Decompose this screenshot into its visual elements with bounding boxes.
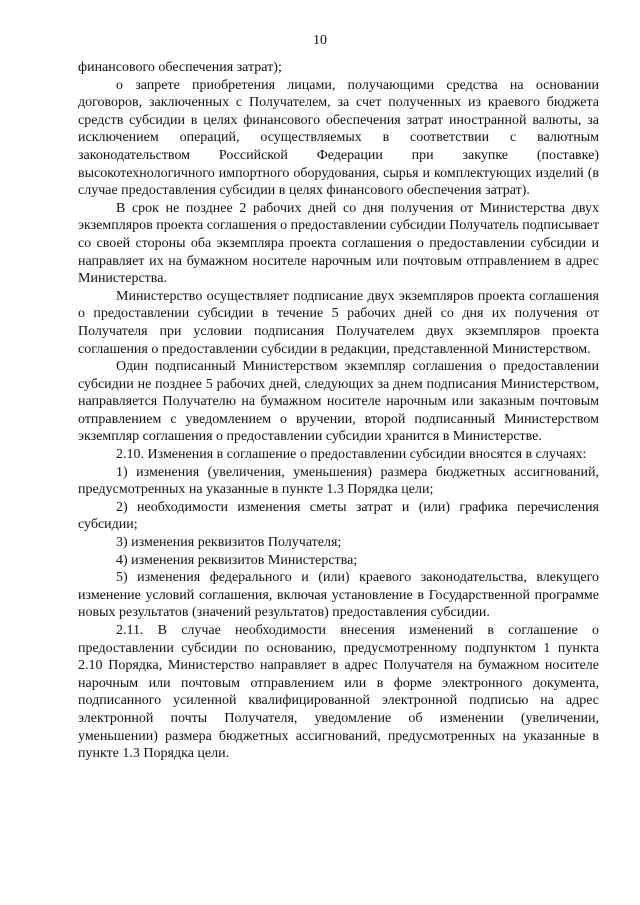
paragraph-section-2-10: 2.10. Изменения в соглашение о предоставлении субсидии вносятся в случаях: bbox=[116, 447, 587, 463]
paragraph-copy-delivery: Один подписанный Министерством экземпляр соглашения о предоставлении субсидии не позднее 5 рабочих дней, следующих за днем подписания Министерством, направляется Получателю на бумажном носителе нарочным или заказным почтовым отправлением с уведомлением о вручении, второй подписанный Министерством экземпляр соглашения о предоставлении субсидии хранится в Министерстве. bbox=[78, 359, 599, 445]
list-item-4: 4) изменения реквизитов Министерства; bbox=[116, 552, 358, 568]
page-number: 10 bbox=[313, 33, 327, 48]
paragraph-section-2-11: 2.11. В случае необходимости внесения изменений в соглашение о предоставлении субсидии по основанию, предусмотренному подпунктом 1 пункта 2.10 Порядка, Министерство направляет в адрес Получателя на бумажном носителе нарочным или почтовым отправлением или в форме электронного документа, подписанного усиленной квалифицированной электронной подписью на адрес электронной почты Получателя, уведомление об изменении (увеличении, уменьшении) размера бюджетных ассигнований, предусмотренных на указанные в пункте 1.3 Порядка цели. bbox=[78, 623, 599, 762]
paragraph-foreign-currency-ban: о запрете приобретения лицами, получающими средства на основании договоров, заключенных с Получателем, за счет полученных из краевого бюджета средств субсидии в целях финансового обеспечения затрат иностранной валюты, за исключением операций, осуществляемых в соответствии с валютным законодательством Российской Федерации при закупке (поставке) высокотехнологичного импортного оборудования, сырья и комплектующих изделий (в случае предоставления субсидии в целях финансового обеспечения затрат). bbox=[78, 77, 599, 199]
paragraph-recipient-signing: В срок не позднее 2 рабочих дней со дня получения от Министерства двух экземпляров проекта соглашения о предоставлении субсидии Получатель подписывает со своей стороны оба экземпляра проекта соглашения о предоставлении субсидии и направляет их на бумажном носителе нарочным или почтовым отправлением в адрес Министерства. bbox=[78, 200, 600, 287]
list-item-3: 3) изменения реквизитов Получателя; bbox=[116, 535, 342, 551]
list-item-1: 1) изменения (увеличения, уменьшения) размера бюджетных ассигнований, предусмотренных на указанные в пункте 1.3 Порядка цели; bbox=[78, 464, 599, 498]
paragraph-continuation: финансового обеспечения затрат); bbox=[78, 60, 282, 75]
paragraph-ministry-signing: Министерство осуществляет подписание двух экземпляров проекта соглашения о предоставлении субсидии в течение 5 рабочих дней со дня их получения от Получателя при условии подписания Получателем двух экземпляров проекта соглашения о предоставлении субсидии в редакции, представленной Министерством. bbox=[78, 288, 599, 357]
document-body bbox=[78, 59, 599, 763]
list-item-2: 2) необходимости изменения сметы затрат и (или) графика перечисления субсидии; bbox=[78, 499, 599, 533]
list-item-5: 5) изменения федерального и (или) краевого законодательства, влекущего изменение условий соглашения, включая установление в Государственной программе новых результатов (значений результатов) предоставления субсидии. bbox=[78, 570, 599, 621]
